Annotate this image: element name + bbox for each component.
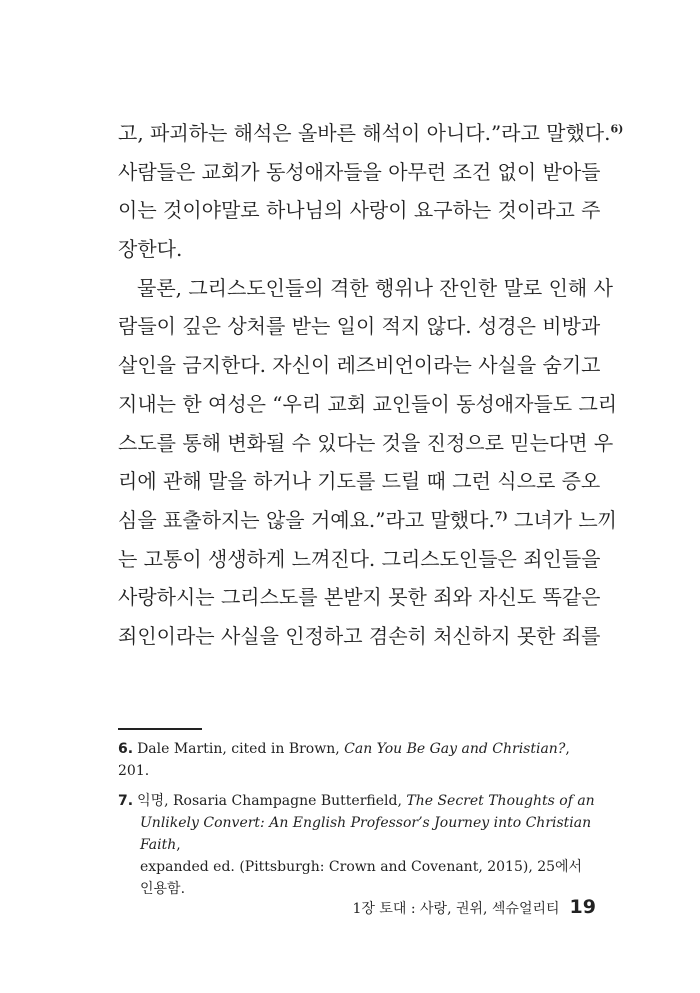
text-line: 지내는 한 여성은 “우리 교회 교인들이 동성애자들도 그리 (118, 391, 618, 416)
footnote-number: 6. (118, 741, 134, 757)
text-line: 죄인이라는 사실을 인정하고 겸손히 처신하지 못한 죄를 (118, 623, 601, 648)
text-line: 사랑하시는 그리스도를 본받지 못한 죄와 자신도 똑같은 (118, 585, 601, 610)
footnote-7: 7. 익명, Rosaria Champagne Butterfield, The Secret Thoughts of an Unlikely Convert: An English Professor’s Journey into Christian Faith, expanded ed. (Pittsburgh: Crown and Covenant, 2015), 25에서 인용함. (118, 793, 595, 897)
footnote-number: 7. (118, 793, 134, 809)
text-line: 람들이 깊은 상처를 받는 일이 적지 않다. 성경은 비방과 (118, 314, 601, 339)
chapter-title: 1장 토대 : 사랑, 권위, 섹슈얼리티 (352, 901, 560, 917)
text-line: 리에 관해 말을 하거나 기도를 드릴 때 그런 식으로 증오 (118, 469, 601, 494)
text-line: 심을 표출하지는 않을 거예요.”라고 말했다.$^{7)}$ 그녀가 느끼 (118, 507, 617, 532)
page-number: 19 (569, 896, 596, 918)
running-footer (352, 896, 596, 918)
text-line: 물론, 그리스도인들의 격한 행위나 잔인한 말로 인해 사 (137, 275, 613, 300)
book-title: Can You Be Gay and Christian? (344, 741, 566, 757)
footnote-6: 6. Dale Martin, cited in Brown, Can You Be Gay and Christian?, 201. (118, 741, 570, 779)
footnote-reference[interactable]: 7) (494, 509, 508, 523)
book-title-continued: Unlikely Convert: An English Professor’s Journey into Christian Faith (140, 815, 592, 853)
text-line: 사람들은 교회가 동성애자들을 아무런 조건 없이 받아들 (118, 159, 601, 184)
book-title: The Secret Thoughts of an (406, 793, 595, 809)
footnote-divider (118, 728, 202, 730)
text-line: 이는 것이야말로 하나님의 사랑이 요구하는 것이라고 주 (118, 198, 601, 223)
footnote-reference[interactable]: 6) (610, 122, 624, 136)
footnotes (118, 738, 596, 908)
text-line: 살인을 금지한다. 자신이 레즈비언이라는 사실을 숨기고 (118, 353, 601, 378)
text-line: 고, 파괴하는 해석은 올바른 해석이 아니다.”라고 말했다.$^{6)}$ (118, 121, 624, 145)
text-line: 스도를 통해 변화될 수 있다는 것을 진정으로 믿는다면 우 (118, 430, 614, 455)
body-text (118, 114, 624, 656)
text-line: 는 고통이 생생하게 느껴진다. 그리스도인들은 죄인들을 (118, 546, 601, 571)
text-line: 장한다. (118, 237, 183, 262)
